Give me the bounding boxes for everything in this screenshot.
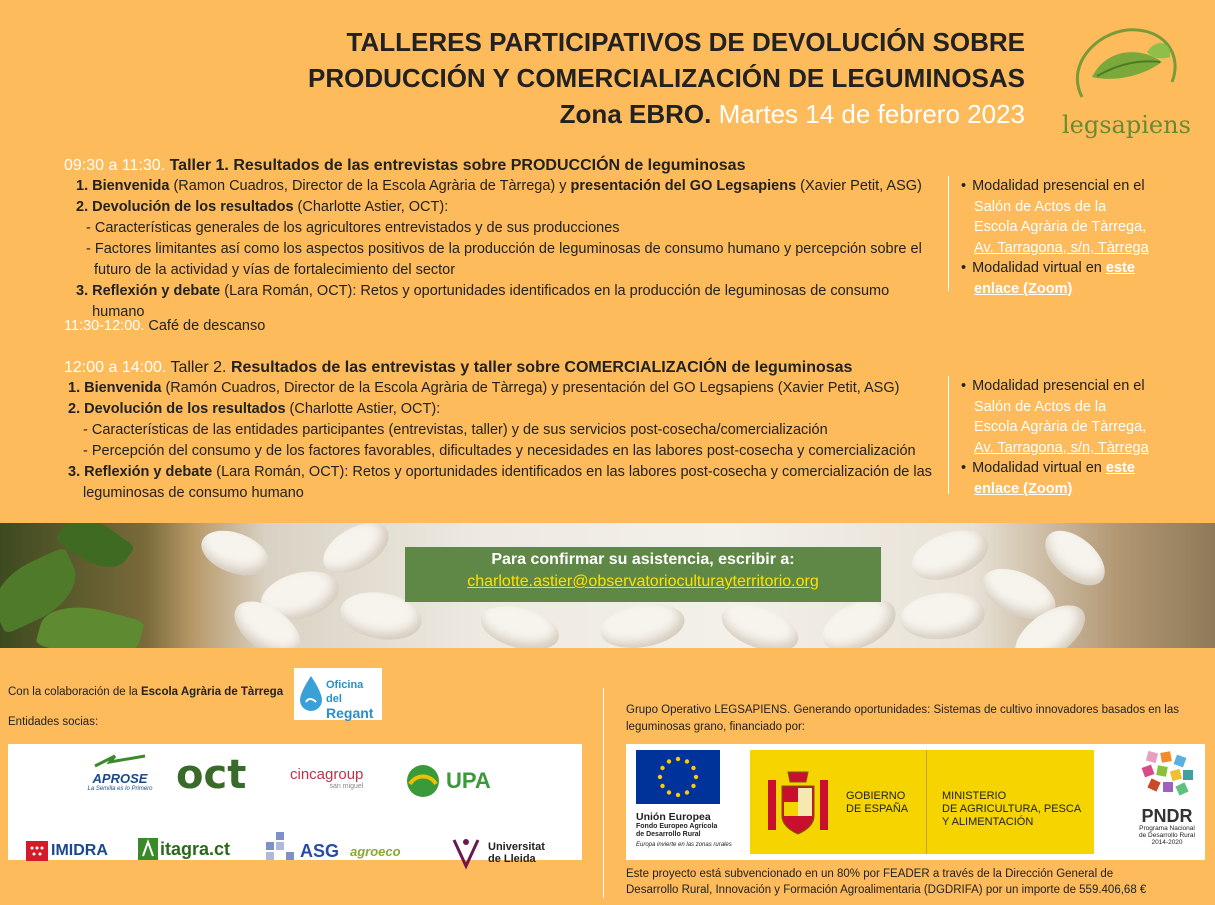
eu-line: de Desarrollo Rural: [636, 831, 701, 838]
partners-logos-box: [8, 744, 582, 865]
bold-text: presentación del GO Legsapiens: [570, 178, 797, 194]
list-number: 1.: [76, 178, 89, 194]
list-item: [961, 258, 1201, 279]
break-time: 11:30-12:00.: [64, 318, 145, 334]
logo-text: legsapiens: [1062, 111, 1191, 139]
list-text: [92, 176, 922, 197]
taller2-heading: [64, 357, 944, 378]
ministerio-line: MINISTERIO: [942, 790, 1007, 802]
venue-link[interactable]: [961, 397, 1201, 459]
list-text: [84, 399, 440, 420]
zone: Zona EBRO.: [559, 99, 712, 129]
footer-divider: [603, 688, 604, 898]
taller1-list: [64, 176, 944, 323]
eu-logo: [636, 750, 732, 848]
bold-text: Bienvenida: [84, 380, 162, 396]
partner-name: UPA: [446, 768, 491, 793]
partner-name: cincagroup: [290, 766, 364, 783]
eu-title: Unión Europea: [636, 811, 711, 823]
venue-link-line[interactable]: Escola Agrària de Tàrrega,: [974, 219, 1147, 235]
asg-logo: [266, 832, 339, 862]
bullet-icon: •: [961, 178, 967, 194]
plain-text: (Xavier Petit, ASG): [796, 178, 922, 194]
taller2-list: [64, 378, 944, 504]
udl-line: Universitat: [488, 841, 545, 853]
udl-crest-icon: [450, 836, 482, 870]
legsapiens-logo: [1062, 22, 1191, 142]
rsvp-box: [405, 547, 881, 602]
bullet-icon: •: [961, 460, 967, 476]
water-drop-icon: [300, 676, 322, 712]
venue-link-line[interactable]: Salón de Actos de la: [974, 198, 1107, 215]
oficina-regant-logo: [294, 668, 382, 720]
pndr-line: de Desarrollo Rural: [1139, 832, 1195, 839]
venue-link-line[interactable]: Av. Tarragona, s/n, Tàrrega: [974, 239, 1149, 256]
list-number: 3.: [68, 464, 81, 480]
presencial-label: Modalidad presencial en el: [972, 178, 1145, 194]
gobierno-logo: [750, 750, 1094, 854]
sub-item: - Factores limitantes así como los aspectos positivos de la producción de leguminosas de consumo humano y percepción sobre el: [86, 241, 922, 257]
title-line-2: PRODUCCIÓN Y COMERCIALIZACIÓN DE LEGUMINOSAS: [308, 63, 1025, 93]
taller2-label: Taller 2.: [166, 359, 231, 376]
ministerio-text: [942, 790, 1081, 829]
gobierno-divider: [926, 750, 927, 854]
eu-flag-icon: [636, 750, 720, 804]
spain-coat-of-arms-icon: [764, 766, 832, 840]
funders-logos-box: [626, 744, 1205, 860]
taller1-time: 09:30 a 11:30.: [64, 157, 166, 174]
colab-prefix: Con la colaboración de la: [8, 686, 141, 698]
taller1-section: [64, 155, 944, 323]
eu-line: Europa invierte en las zonas rurales: [636, 842, 732, 848]
list-item: [961, 458, 1201, 479]
presencial-label: Modalidad presencial en el: [972, 378, 1145, 394]
taller2-title: Resultados de las entrevistas y taller sobre COMERCIALIZACIÓN de leguminosas: [230, 359, 853, 376]
sub-item: - Percepción del consumo y de los factores favorables, dificultades y necesidades en las labores post-cosecha y comercialización: [83, 443, 916, 459]
list-item: [76, 176, 944, 197]
pndr-line: 2014-2020: [1151, 839, 1183, 846]
zoom-link[interactable]: este: [1105, 260, 1135, 276]
grupo-text: [626, 702, 1215, 736]
subsidy-line: Desarrollo Rural, Innovación y Formación Agroalimentaria (DGDRIFA) por un importe de 559.406,68 €: [626, 884, 1147, 896]
bold-text: Reflexión y debate: [92, 283, 221, 299]
pndr-logo: [1132, 750, 1202, 846]
oficina-line: Regant: [326, 705, 374, 721]
taller2-modalidad: [948, 376, 1201, 497]
break-row: [64, 316, 265, 337]
gobierno-line: DE ESPAÑA: [846, 803, 909, 815]
list-item: [68, 462, 944, 483]
upa-logo: [406, 764, 491, 798]
page-title: [308, 24, 1025, 132]
leaf-logo-icon: [1062, 22, 1182, 112]
sub-item: - Características de las entidades participantes (entrevistas, taller) y de sus servicios post-cosecha/comercialización: [83, 422, 828, 438]
bold-text: Reflexión y debate: [84, 464, 213, 480]
list-item: [76, 197, 944, 218]
bold-text: Bienvenida: [92, 178, 170, 194]
venue-link-line[interactable]: Escola Agrària de Tàrrega,: [974, 419, 1147, 435]
upa-sun-icon: [406, 764, 440, 798]
venue-link-line[interactable]: Salón de Actos de la: [974, 398, 1107, 415]
list-number: 2.: [76, 199, 89, 215]
break-text: Café de descanso: [144, 318, 266, 334]
bold-text: Devolución de los resultados: [92, 199, 294, 215]
itagra-mark-icon: [138, 838, 158, 860]
plain-text: (Charlotte Astier, OCT):: [293, 199, 449, 215]
gobierno-line: GOBIERNO: [846, 790, 906, 802]
list-number: 2.: [68, 401, 81, 417]
udl-text: [488, 841, 545, 865]
list-item: [961, 176, 1201, 197]
collaboration-text: [8, 686, 283, 698]
list-number: 1.: [68, 380, 81, 396]
subsidy-text: [626, 866, 1211, 898]
event-date: Martes 14 de febrero 2023: [718, 99, 1025, 129]
imidra-badge: [26, 841, 108, 861]
eu-line: Fondo Europeo Agrícola: [636, 823, 718, 830]
subsidy-line: Este proyecto está subvencionado en un 80% por FEADER a través de la Dirección General de: [626, 868, 1114, 880]
virtual-label: Modalidad virtual en: [972, 460, 1106, 476]
udl-logo: [450, 836, 545, 870]
madrid-flag-icon: [26, 841, 48, 861]
udl-line: de Lleida: [488, 853, 536, 865]
taller2-section: [64, 357, 944, 504]
list-item: [68, 378, 944, 399]
list-text: [92, 197, 448, 218]
rsvp-email-link[interactable]: charlotte.astier@observatorioculturayterritorio.org: [467, 573, 819, 590]
rsvp-label: Para confirmar su asistencia, escribir a:: [491, 551, 795, 568]
title-line-1: TALLERES PARTICIPATIVOS DE DEVOLUCIÓN SOBRE: [346, 27, 1025, 57]
bold-text: Devolución de los resultados: [84, 401, 286, 417]
cincagroup-logo: [290, 766, 363, 790]
taller1-title: Taller 1. Resultados de las entrevistas sobre PRODUCCIÓN de leguminosas: [169, 157, 746, 174]
virtual-text: [972, 258, 1135, 279]
list-text: [84, 378, 899, 399]
sub-item: - Características generales de los agricultores entrevistados y de sus producciones: [86, 220, 620, 236]
taller1-modalidad: [948, 176, 1201, 297]
partner-name: APROSE: [92, 771, 148, 786]
zoom-link[interactable]: enlace (Zoom): [974, 280, 1073, 297]
aprose-mark-icon: [90, 754, 150, 768]
grupo-line: leguminosas grano, financiado por:: [626, 721, 806, 733]
itagra-logo: [138, 838, 230, 860]
bullet-icon: •: [961, 378, 967, 394]
agroeco-logo: agroeco: [350, 844, 401, 859]
oficina-text: [326, 678, 382, 720]
partner-name: itagra.ct: [160, 838, 231, 859]
partner-name: IMIDRA: [51, 842, 108, 859]
taller1-heading: [64, 155, 944, 176]
venue-link[interactable]: [961, 197, 1201, 259]
plain-text: (Lara Román, OCT): Retos y oportunidades identificados en la producción de leguminosas de consumo humano: [92, 283, 890, 320]
zone-date: [308, 96, 1025, 132]
plain-text: (Charlotte Astier, OCT):: [285, 401, 441, 417]
oct-logo: oct: [176, 752, 247, 798]
virtual-text: [972, 458, 1135, 479]
list-text: [84, 462, 932, 483]
socias-label: Entidades socias:: [8, 716, 99, 728]
venue-link-line[interactable]: Av. Tarragona, s/n, Tàrrega: [974, 439, 1149, 456]
list-text-continued: leguminosas de consumo humano: [83, 485, 304, 501]
gobierno-text: [846, 790, 908, 816]
ministerio-line: DE AGRICULTURA, PESCA: [942, 803, 1082, 815]
partner-sub: san miguel: [329, 783, 364, 790]
colab-school: Escola Agrària de Tàrrega: [140, 686, 284, 698]
oficina-line: Oficina del: [326, 679, 364, 705]
list-number: 3.: [76, 283, 89, 299]
pndr-title: PNDR: [1141, 806, 1193, 826]
plain-text: (Ramón Cuadros, Director de la Escola Agrària de Tàrrega) y presentación del GO Legsapiens (Xavier Petit, ASG): [161, 380, 900, 396]
plain-text: (Ramon Cuadros, Director de la Escola Agrària de Tàrrega) y: [169, 178, 571, 194]
plain-text: (Lara Román, OCT): Retos y oportunidades identificados en las labores post-cosecha y comercialización de las: [212, 464, 932, 480]
virtual-label: Modalidad virtual en: [972, 260, 1106, 276]
list-item: [961, 376, 1201, 397]
taller2-time: 12:00 a 14:00.: [64, 359, 167, 376]
partner-name: ASG: [300, 841, 340, 861]
zoom-link[interactable]: este: [1105, 460, 1135, 476]
bullet-icon: •: [961, 260, 967, 276]
partner-sub: La Semilla es lo Primero: [87, 786, 153, 792]
pndr-mosaic-icon: [1139, 750, 1195, 802]
asg-squares-icon: [266, 832, 296, 862]
pndr-line: Programa Nacional: [1139, 825, 1195, 832]
list-item: [68, 399, 944, 420]
grupo-line: Grupo Operativo LEGSAPIENS. Generando oportunidades: Sistemas de cultivo innovadores basados en las: [626, 704, 1179, 716]
aprose-logo: [80, 754, 160, 792]
ministerio-line: Y ALIMENTACIÓN: [942, 816, 1034, 828]
sub-item-continued: futuro de la actividad y vías de fortalecimiento del sector: [94, 262, 456, 278]
zoom-link[interactable]: enlace (Zoom): [974, 480, 1073, 497]
